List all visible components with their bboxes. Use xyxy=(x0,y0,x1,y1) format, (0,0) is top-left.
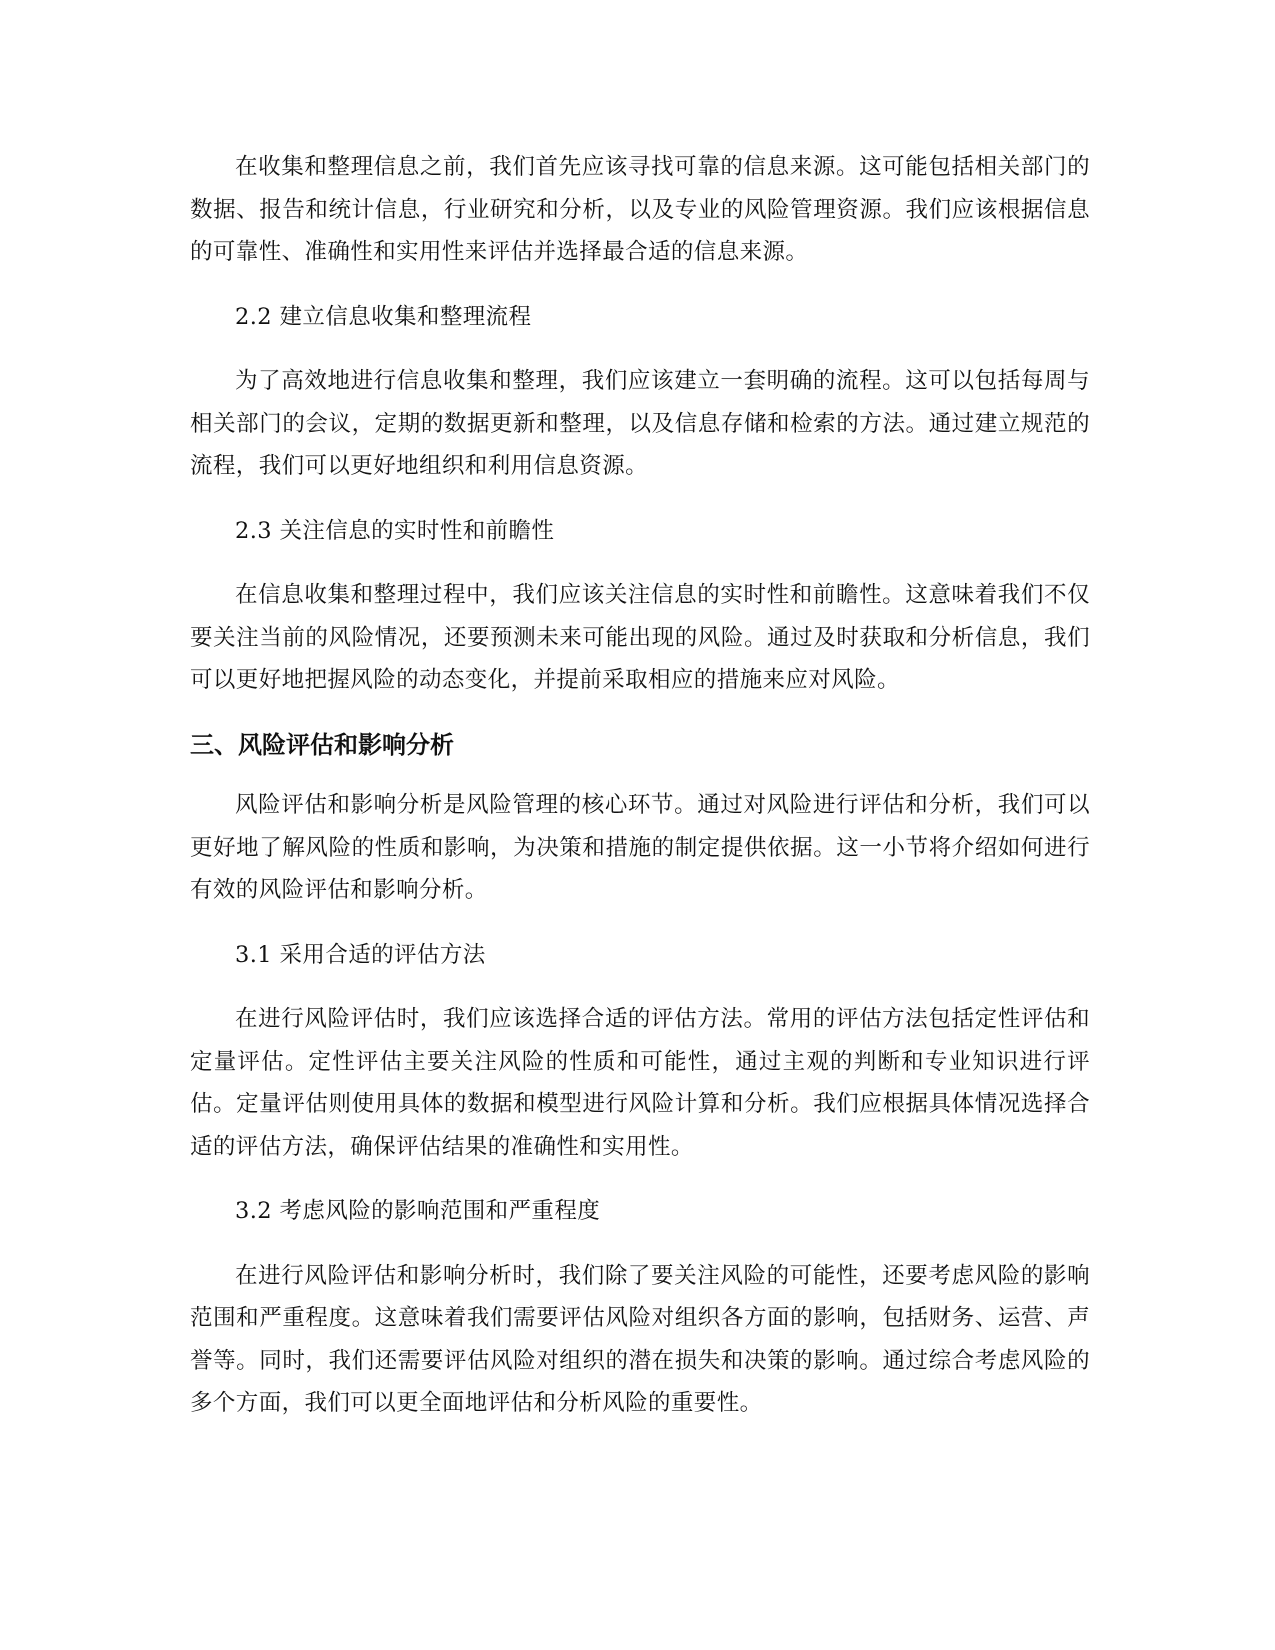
heading-2-3: 2.3 关注信息的实时性和前瞻性 xyxy=(235,517,555,544)
paragraph-impact-scope: 在进行风险评估和影响分析时，我们除了要关注风险的可能性，还要考虑风险的影响范围和严重程度。这意味着我们需要评估风险对组织各方面的影响，包括财务、运营、声誉等。同时，我们还需要评估风险对组织的潜在损失和决策的影响。通过综合考虑风险的多个方面，我们可以更全面地评估和分析风险的重要性。 xyxy=(190,1262,1090,1416)
document-body xyxy=(190,146,1090,1447)
paragraph-assessment-methods: 在进行风险评估时，我们应该选择合适的评估方法。常用的评估方法包括定性评估和定量评估。定性评估主要关注风险的性质和可能性，通过主观的判断和专业知识进行评估。定量评估则使用具体的数据和模型进行风险计算和分析。我们应根据具体情况选择合适的评估方法，确保评估结果的准确性和实用性。 xyxy=(190,1006,1090,1160)
paragraph-collection-process: 为了高效地进行信息收集和整理，我们应该建立一套明确的流程。这可以包括每周与相关部门的会议，定期的数据更新和整理，以及信息存储和检索的方法。通过建立规范的流程，我们可以更好地组织和利用信息资源。 xyxy=(190,368,1090,479)
paragraph-risk-assessment-intro: 风险评估和影响分析是风险管理的核心环节。通过对风险进行评估和分析，我们可以更好地了解风险的性质和影响，为决策和措施的制定提供依据。这一小节将介绍如何进行有效的风险评估和影响分析。 xyxy=(190,792,1090,903)
section-3-title: 三、风险评估和影响分析 xyxy=(190,730,454,759)
heading-3-2: 3.2 考虑风险的影响范围和严重程度 xyxy=(235,1198,601,1224)
paragraph-timeliness: 在信息收集和整理过程中，我们应该关注信息的实时性和前瞻性。这意味着我们不仅要关注当前的风险情况，还要预测未来可能出现的风险。通过及时获取和分析信息，我们可以更好地把握风险的动态变化，并提前采取相应的措施来应对风险。 xyxy=(190,582,1090,693)
heading-2-2: 2.2 建立信息收集和整理流程 xyxy=(235,303,532,330)
heading-3-1: 3.1 采用合适的评估方法 xyxy=(235,941,486,968)
paragraph-information-sources: 在收集和整理信息之前，我们首先应该寻找可靠的信息来源。这可能包括相关部门的数据、报告和统计信息，行业研究和分析，以及专业的风险管理资源。我们应该根据信息的可靠性、准确性和实用性来评估并选择最合适的信息来源。 xyxy=(190,154,1090,265)
